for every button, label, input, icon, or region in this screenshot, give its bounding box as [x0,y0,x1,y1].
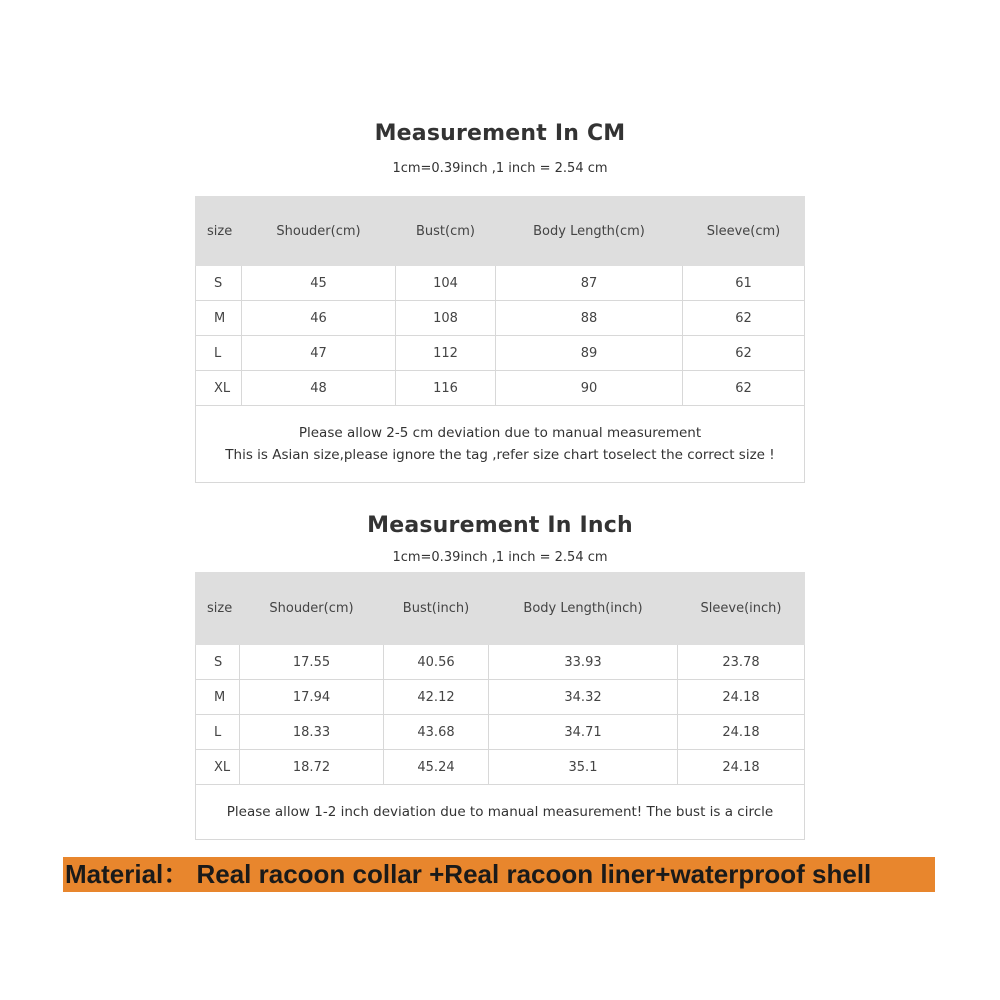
body-length-cell: 90 [496,371,683,406]
sleeve-cell: 62 [683,301,805,336]
shoulder-cell: 46 [242,301,396,336]
bust-cell: 45.24 [384,750,489,785]
bust-cell: 108 [396,301,496,336]
cm-header-body-length: Body Length(cm) [496,197,683,266]
cm-note-row [196,406,805,483]
cm-conversion-note: 1cm=0.39inch ,1 inch = 2.54 cm [392,161,608,176]
size-cell: S [196,266,242,301]
body-length-cell: 34.32 [489,680,678,715]
inch-table-header-row [196,573,805,645]
sleeve-cell: 62 [683,336,805,371]
shoulder-cell: 47 [242,336,396,371]
shoulder-cell: 45 [242,266,396,301]
shoulder-cell: 18.33 [240,715,384,750]
inch-header-sleeve: Sleeve(inch) [678,573,805,645]
body-length-cell: 33.93 [489,645,678,680]
inch-header-shoulder: Shouder(cm) [240,573,384,645]
inch-section-title: Measurement In Inch [367,513,633,538]
cm-header-bust: Bust(cm) [396,197,496,266]
table-row [196,680,805,715]
inch-deviation-note: Please allow 1-2 inch deviation due to manual measurement! The bust is a circle [196,785,805,840]
body-length-cell: 88 [496,301,683,336]
inch-header-body-length: Body Length(inch) [489,573,678,645]
table-row [196,750,805,785]
size-cell: L [196,715,240,750]
size-cell: M [196,680,240,715]
sleeve-cell: 61 [683,266,805,301]
cm-header-size: size [196,197,242,266]
table-row [196,645,805,680]
cm-deviation-note-line: Please allow 2-5 cm deviation due to manual measurement [298,425,702,441]
bust-cell: 40.56 [384,645,489,680]
size-cell: M [196,301,242,336]
bust-cell: 112 [396,336,496,371]
inch-conversion-note: 1cm=0.39inch ,1 inch = 2.54 cm [392,550,608,565]
shoulder-cell: 17.55 [240,645,384,680]
shoulder-cell: 18.72 [240,750,384,785]
inch-header-size: size [196,573,240,645]
table-row [196,301,805,336]
cm-deviation-note [196,406,805,483]
sleeve-cell: 62 [683,371,805,406]
shoulder-cell: 17.94 [240,680,384,715]
sleeve-cell: 24.18 [678,715,805,750]
body-length-cell: 89 [496,336,683,371]
size-cell: XL [196,371,242,406]
cm-header-shoulder: Shouder(cm) [242,197,396,266]
sleeve-cell: 23.78 [678,645,805,680]
body-length-cell: 87 [496,266,683,301]
inch-size-table [195,572,805,840]
asian-size-note-line: This is Asian size,please ignore the tag ,refer size chart toselect the correct size ! [225,447,775,463]
table-row [196,371,805,406]
size-cell: XL [196,750,240,785]
bust-cell: 43.68 [384,715,489,750]
inch-note-row [196,785,805,840]
sleeve-cell: 24.18 [678,750,805,785]
cm-header-sleeve: Sleeve(cm) [683,197,805,266]
size-cell: L [196,336,242,371]
material-banner: Material： Real racoon collar +Real racoon liner+waterproof shell [63,857,935,892]
size-cell: S [196,645,240,680]
bust-cell: 42.12 [384,680,489,715]
inch-header-bust: Bust(inch) [384,573,489,645]
cm-size-table [195,196,805,483]
bust-cell: 104 [396,266,496,301]
bust-cell: 116 [396,371,496,406]
cm-table-header-row [196,197,805,266]
table-row [196,715,805,750]
body-length-cell: 34.71 [489,715,678,750]
shoulder-cell: 48 [242,371,396,406]
cm-section-title: Measurement In CM [374,121,626,146]
sleeve-cell: 24.18 [678,680,805,715]
body-length-cell: 35.1 [489,750,678,785]
table-row [196,266,805,301]
table-row [196,336,805,371]
